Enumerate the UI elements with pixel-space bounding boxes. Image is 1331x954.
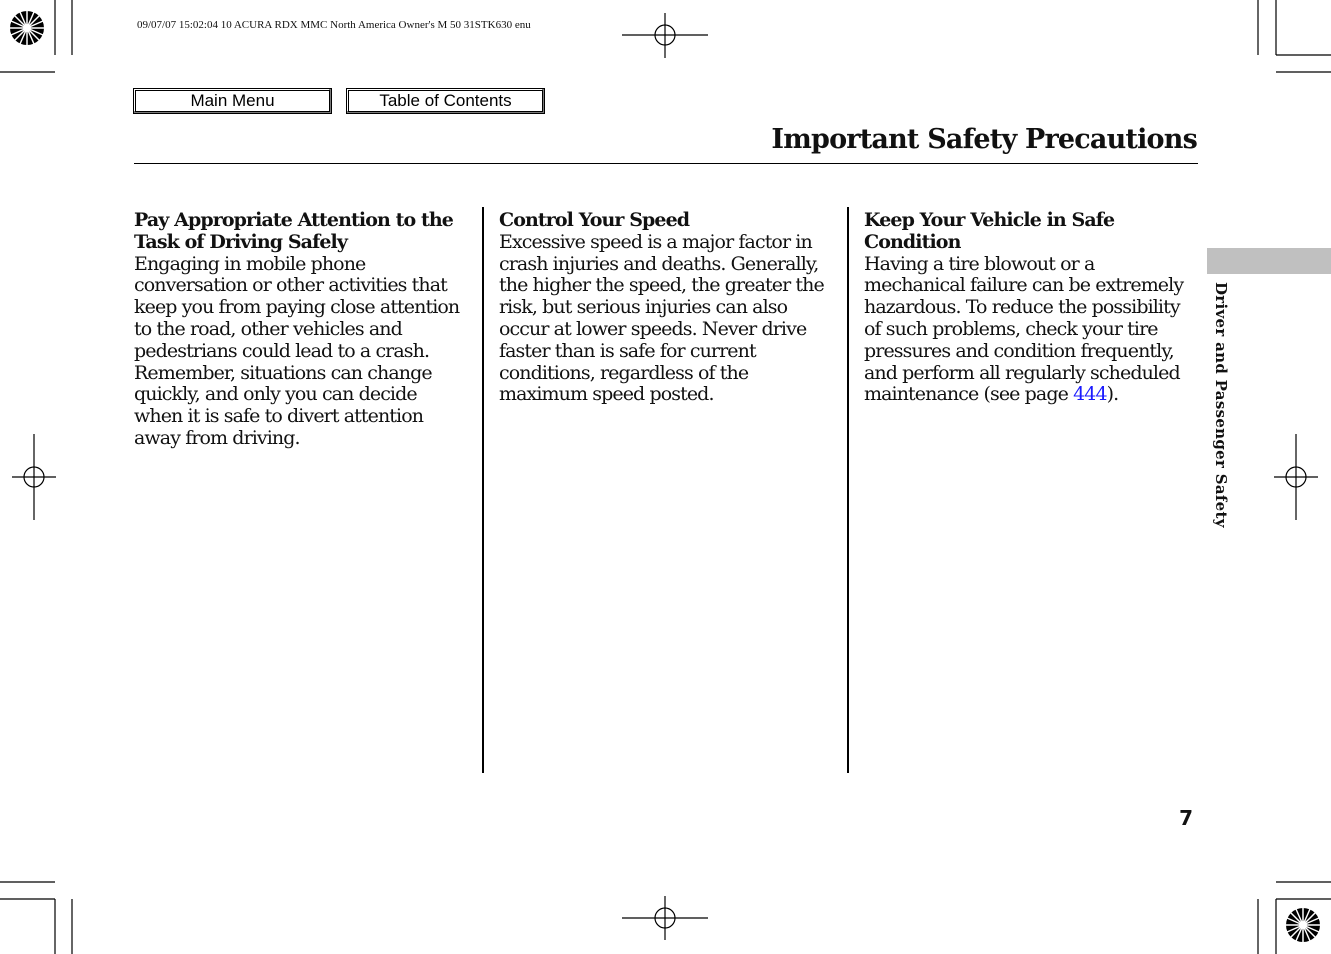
section-tab-marker xyxy=(1207,248,1331,274)
page-number: 7 xyxy=(1179,806,1193,830)
heading-line: Condition xyxy=(864,230,961,253)
section-heading xyxy=(134,210,469,254)
section-body xyxy=(499,232,834,406)
section-driving-attention xyxy=(134,210,469,450)
body-line: Having a tire blowout or a xyxy=(864,252,1095,275)
body-line: conversation or other activities that xyxy=(134,274,447,297)
heading-line: Keep Your Vehicle in Safe xyxy=(864,209,1115,231)
body-line: mechanical failure can be extremely xyxy=(864,274,1184,297)
heading-line: Pay Appropriate Attention to the xyxy=(134,209,453,231)
body-line: quickly, and only you can decide xyxy=(134,383,417,406)
text-fragment: maintenance (see page xyxy=(864,383,1074,406)
body-line: pressures and condition frequently, xyxy=(864,339,1174,362)
body-line: when it is safe to divert attention xyxy=(134,405,424,428)
section-body xyxy=(134,254,469,450)
section-heading xyxy=(864,210,1199,254)
body-line: Engaging in mobile phone xyxy=(134,252,366,275)
text-fragment: ). xyxy=(1106,383,1119,406)
heading-line: Control Your Speed xyxy=(499,209,690,231)
body-line: faster than is safe for current xyxy=(499,339,756,362)
body-line xyxy=(864,383,1118,405)
section-heading xyxy=(499,210,834,232)
column-divider xyxy=(482,207,484,773)
page-link-444[interactable]: 444 xyxy=(1073,383,1107,406)
body-line: Excessive speed is a major factor in xyxy=(499,230,812,253)
body-line: and perform all regularly scheduled xyxy=(864,361,1180,384)
body-line: crash injuries and deaths. Generally, xyxy=(499,252,819,275)
section-body xyxy=(864,254,1199,407)
body-line: Remember, situations can change xyxy=(134,361,432,384)
body-line: the higher the speed, the greater the xyxy=(499,274,824,297)
print-header: 09/07/07 15:02:04 10 ACURA RDX MMC North America Owner's M 50 31STK630 enu xyxy=(137,19,531,31)
body-line: occur at lower speeds. Never drive xyxy=(499,317,807,340)
section-vehicle-condition xyxy=(864,210,1199,406)
body-line: conditions, regardless of the xyxy=(499,361,749,384)
column-divider xyxy=(847,207,849,773)
section-tab-label: Driver and Passenger Safety xyxy=(1212,282,1230,528)
body-line: away from driving. xyxy=(134,426,300,449)
body-line: risk, but serious injuries can also xyxy=(499,296,788,319)
title-rule xyxy=(134,163,1198,164)
body-line: of such problems, check your tire xyxy=(864,317,1158,340)
body-line: pedestrians could lead to a crash. xyxy=(134,339,430,362)
heading-line: Task of Driving Safely xyxy=(134,230,347,253)
section-control-speed xyxy=(499,210,834,406)
body-line: keep you from paying close attention xyxy=(134,296,460,319)
body-line: to the road, other vehicles and xyxy=(134,317,402,340)
main-menu-button[interactable]: Main Menu xyxy=(133,88,332,114)
table-of-contents-button[interactable]: Table of Contents xyxy=(346,88,545,114)
body-line: maximum speed posted. xyxy=(499,383,714,406)
page-title: Important Safety Precautions xyxy=(771,124,1197,155)
body-line: hazardous. To reduce the possibility xyxy=(864,296,1180,319)
